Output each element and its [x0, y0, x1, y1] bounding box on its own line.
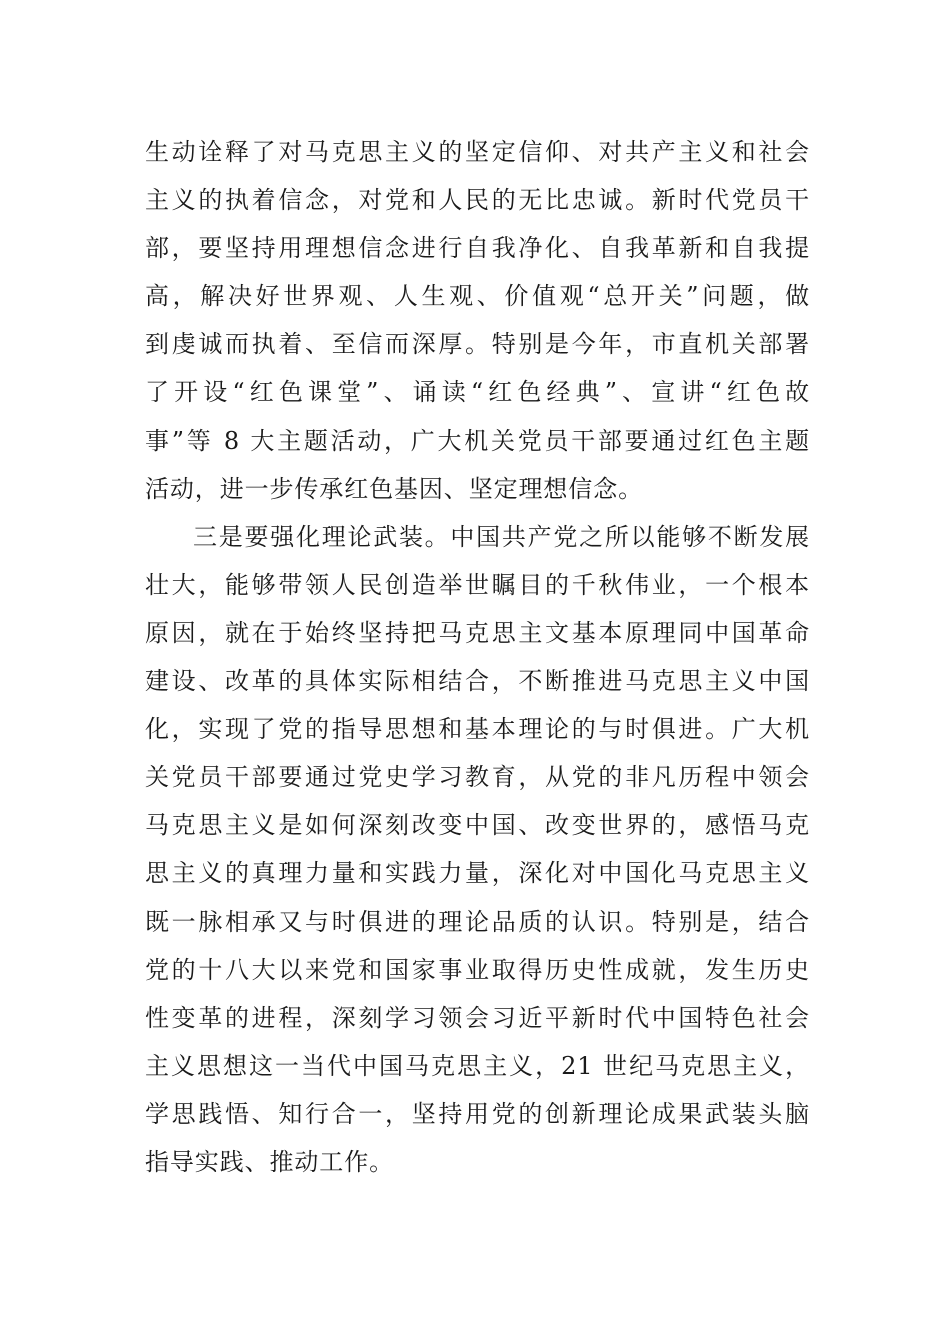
text-line: 建设、改革的具体实际相结合，不断推进马克思主义中国 [145, 667, 810, 696]
text-line: 性变革的进程，深刻学习领会习近平新时代中国特色社会 [145, 1003, 810, 1032]
text-line: 三是要强化理论武装。中国共产党之所以能够不断发展 [193, 522, 810, 551]
text-line: 高，解决好世界观、人生观、价值观“总开关”问题，做 [145, 282, 810, 311]
text-line: 事”等 8 大主题活动，广大机关党员干部要通过红色主题 [145, 426, 810, 455]
paragraph-2 [145, 513, 810, 1186]
document-body [145, 128, 810, 1186]
text-line: 活动，进一步传承红色基因、坚定理想信念。 [145, 474, 643, 503]
text-line: 马克思主义是如何深刻改变中国、改变世界的，感悟马克 [145, 811, 810, 840]
text-line: 化，实现了党的指导思想和基本理论的与时俱进。广大机 [145, 715, 810, 744]
text-line: 指导实践、推动工作。 [145, 1147, 394, 1176]
text-line: 到虔诚而执着、至信而深厚。特别是今年，市直机关部署 [145, 330, 810, 359]
paragraph-1 [145, 128, 810, 513]
text-line: 主义的执着信念，对党和人民的无比忠诚。新时代党员干 [145, 186, 810, 215]
text-line: 主义思想这一当代中国马克思主义，21 世纪马克思主义， [145, 1051, 810, 1080]
text-line: 原因，就在于始终坚持把马克思主文基本原理同中国革命 [145, 618, 810, 647]
text-line: 生动诠释了对马克思主义的坚定信仰、对共产主义和社会 [145, 138, 810, 166]
text-line: 既一脉相承又与时俱进的理论品质的认识。特别是，结合 [145, 907, 810, 936]
text-line: 关党员干部要通过党史学习教育，从党的非凡历程中领会 [145, 763, 810, 792]
text-line: 壮大，能够带领人民创造举世瞩目的千秋伟业，一个根本 [145, 570, 810, 599]
text-line: 思主义的真理力量和实践力量，深化对中国化马克思主义 [145, 859, 810, 888]
text-line: 了开设“红色课堂”、诵读“红色经典”、宣讲“红色故 [145, 378, 810, 407]
text-line: 学思践悟、知行合一，坚持用党的创新理论成果武装头脑 [145, 1099, 810, 1128]
text-line: 部，要坚持用理想信念进行自我净化、自我革新和自我提 [145, 234, 810, 263]
text-line: 党的十八大以来党和国家事业取得历史性成就，发生历史 [145, 955, 810, 984]
